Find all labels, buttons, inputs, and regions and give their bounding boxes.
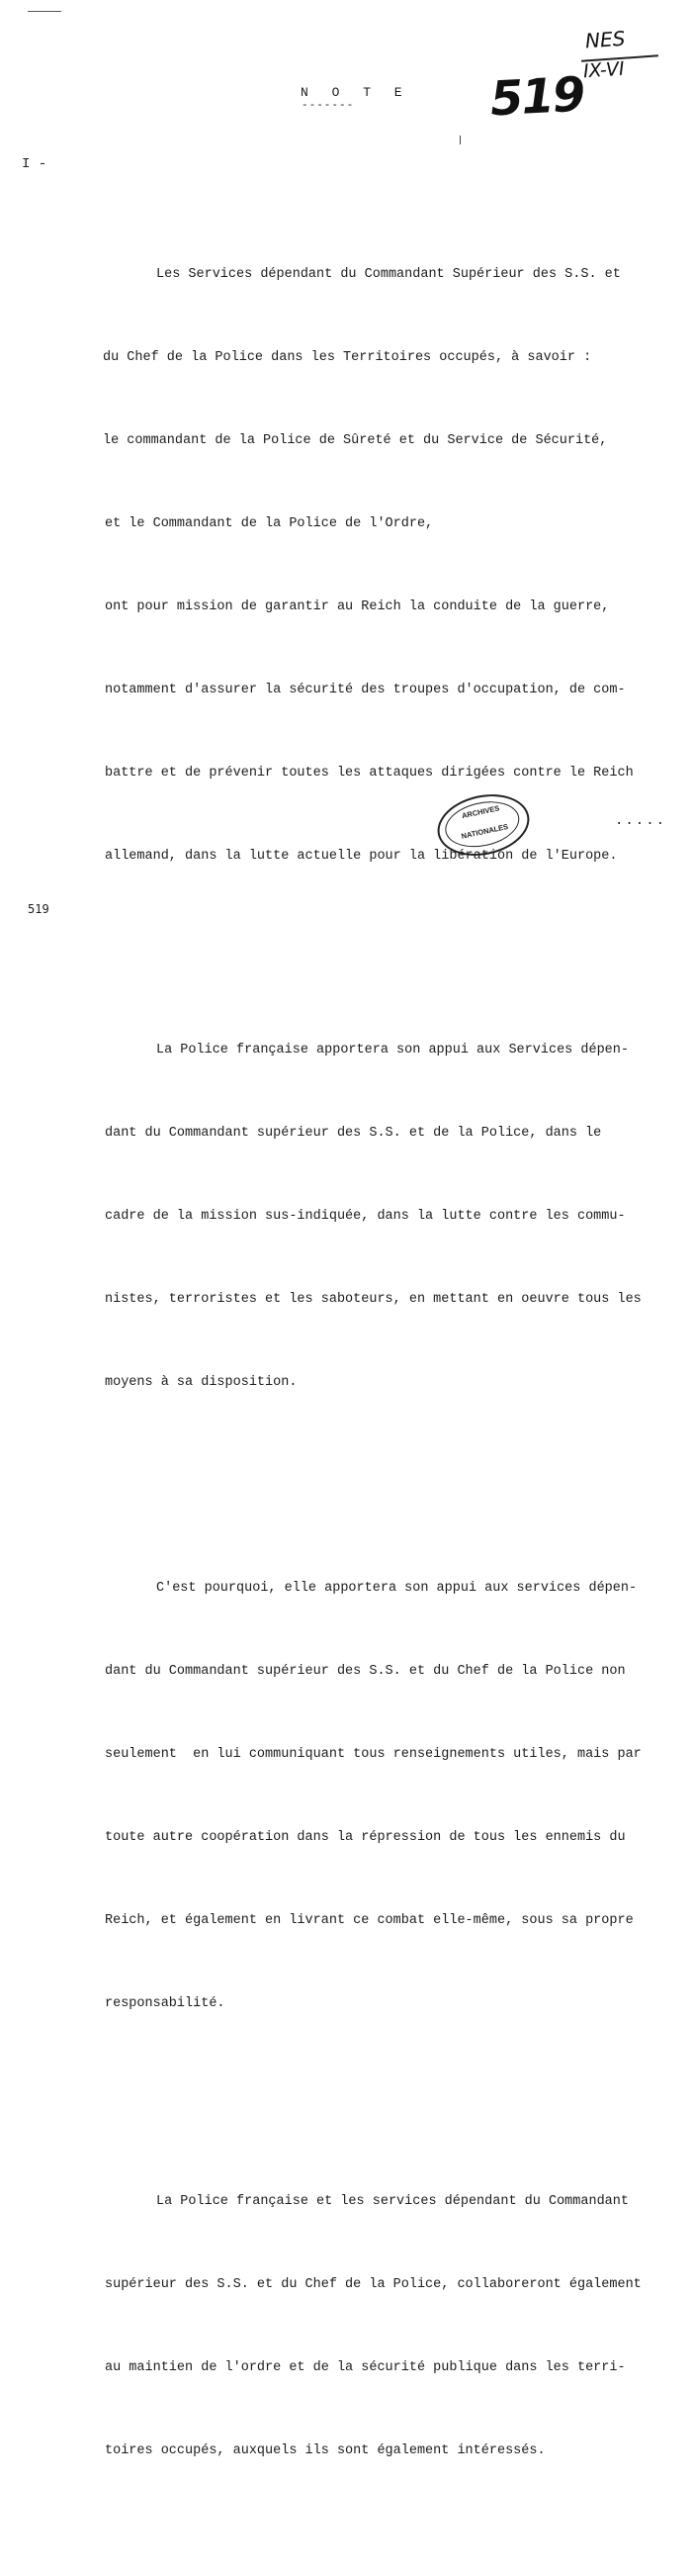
top-margin-mark — [28, 11, 61, 12]
title-underline: ------- — [302, 100, 355, 112]
paragraph-line: moyens à sa disposition. — [105, 1375, 298, 1390]
paragraph-line: cadre de la mission sus-indiquée, dans la lutte contre les commu- — [105, 1209, 626, 1224]
paragraph-line: Les Services dépendant du Commandant Supérieur des S.S. et — [156, 267, 621, 282]
paragraph-4 — [105, 2133, 690, 2521]
paragraph-line: dant du Commandant supérieur des S.S. et de la Police, dans le — [105, 1126, 602, 1141]
paragraph-line: dant du Commandant supérieur des S.S. et du Chef de la Police non — [105, 1664, 626, 1679]
paragraph-3 — [105, 1519, 690, 2073]
paragraph-line: allemand, dans la lutte actuelle pour la libération de l'Europe. — [105, 849, 618, 864]
paragraph-line: C'est pourquoi, elle apportera son appui aux services dépen- — [156, 1581, 638, 1596]
paragraph-line: ont pour mission de garantir au Reich la conduite de la guerre, — [105, 599, 610, 614]
document-title: N O T E — [301, 85, 410, 100]
paragraph-line: toute autre coopération dans la répression de tous les ennemis du — [105, 1830, 626, 1845]
paragraph-line: battre et de prévenir toutes les attaques dirigées contre le Reich — [105, 766, 634, 781]
document-body — [103, 150, 690, 2576]
paragraph-line: notamment d'assurer la sécurité des troupes d'occupation, de com- — [105, 683, 626, 697]
section-number: I - — [22, 156, 47, 172]
paragraph-2 — [105, 981, 690, 1452]
paragraph-line: du Chef de la Police dans les Territoires occupés, à savoir : — [103, 350, 592, 365]
stamp-top-text: ARCHIVES — [461, 803, 501, 821]
paragraph-line: La Police française apportera son appui aux Services dépen- — [156, 1043, 629, 1058]
paragraph-1 — [103, 206, 690, 926]
paragraph-line: supérieur des S.S. et du Chef de la Police, collaboreront également — [105, 2277, 642, 2292]
paragraph-line: au maintien de l'ordre et de la sécurité publique dans les terri- — [105, 2360, 626, 2375]
paragraph-line: le commandant de la Police de Sûreté et du Service de Sécurité, — [103, 433, 608, 448]
paragraph-line: responsabilité. — [105, 1996, 225, 2011]
handwritten-document-number: 519 — [488, 66, 585, 128]
paragraph-line: Reich, et également en livrant ce combat elle-même, sous sa propre — [105, 1913, 634, 1928]
footer-page-number: 519 — [28, 902, 49, 916]
paragraph-line: seulement en lui communiquant tous renseignements utiles, mais par — [105, 1747, 642, 1762]
paragraph-line: nistes, terroristes et les saboteurs, en mettant en oeuvre tous les — [105, 1292, 642, 1307]
continuation-marker: ..... — [615, 813, 667, 829]
paragraph-line: toires occupés, auxquels ils sont également intéressés. — [105, 2443, 546, 2458]
stamp-bottom-text: NATIONALES — [460, 821, 509, 841]
paragraph-line: et le Commandant de la Police de l'Ordre, — [105, 516, 434, 531]
margin-tick-mark — [460, 136, 461, 144]
archive-subseries-code: IX-VI — [582, 57, 626, 83]
paragraph-line: La Police française et les services dépendant du Commandant — [156, 2194, 629, 2209]
archive-series-code: NES — [584, 26, 627, 53]
